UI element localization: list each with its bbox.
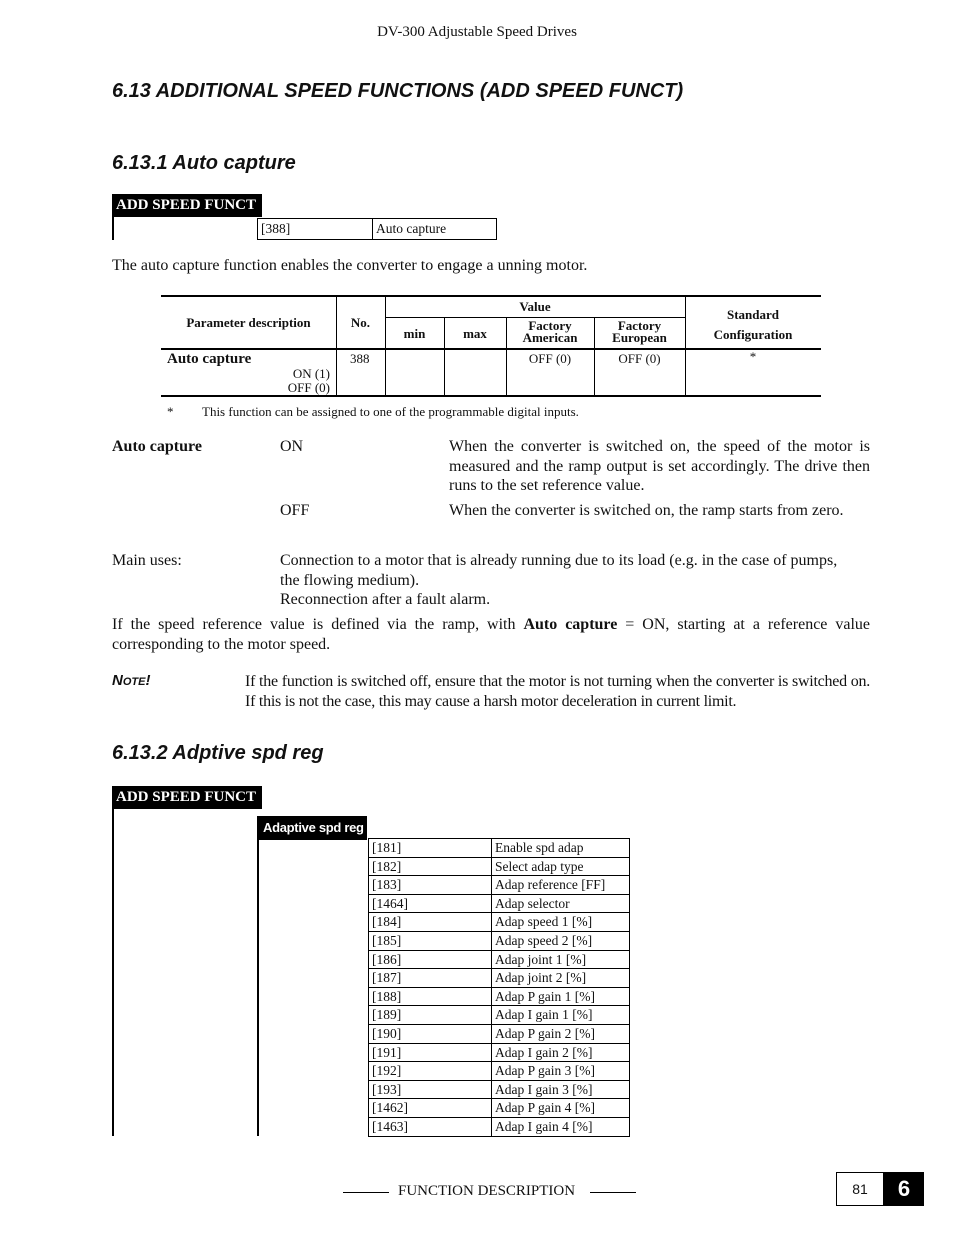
param-row xyxy=(369,1062,629,1081)
param-row-name: Adap I gain 3 [%] xyxy=(495,1081,593,1097)
intro-paragraph: The auto capture function enables the converter to engage a unning motor. xyxy=(112,257,588,274)
param-row-name: Select adap type xyxy=(495,858,584,874)
param-row-number: [1464] xyxy=(369,895,492,913)
adaptive-param-list xyxy=(368,838,630,1137)
page-number: 81 xyxy=(852,1181,868,1197)
param-row-number: [187] xyxy=(369,969,492,987)
param-row xyxy=(369,1044,629,1063)
on-text: When the converter is switched on, the speed of the motor is measured and the ramp output is set accordingly. The drive then runs to the set reference value. xyxy=(449,438,870,494)
param-row-number: [190] xyxy=(369,1025,492,1043)
menu-header: ADD SPEED FUNCT xyxy=(112,194,262,217)
off-label: OFF xyxy=(280,502,310,519)
row-param-name: Auto capture xyxy=(167,351,252,367)
menu-header-2: ADD SPEED FUNCT xyxy=(112,786,262,809)
page-number-box xyxy=(836,1172,884,1206)
off-text: When the converter is switched on, the ramp starts from zero. xyxy=(449,502,844,519)
row-option-on: ON (1) xyxy=(292,366,330,381)
param-row-number: [1462] xyxy=(369,1099,492,1117)
menu-tree-line xyxy=(112,217,114,240)
param-row xyxy=(369,1006,629,1025)
param-row-name: Adap P gain 3 [%] xyxy=(495,1063,595,1079)
main-uses-label: Main uses: xyxy=(112,552,182,569)
param-row-name: Adap I gain 1 [%] xyxy=(495,1007,593,1023)
param-row-number: [186] xyxy=(369,951,492,969)
param-box xyxy=(257,218,497,240)
param-row xyxy=(369,895,629,914)
param-row-name: Adap I gain 4 [%] xyxy=(495,1118,593,1134)
section-title: 6.13 ADDITIONAL SPEED FUNCTIONS (ADD SPEED FUNCT) xyxy=(112,80,684,102)
submenu-header: Adaptive spd reg xyxy=(257,816,367,840)
subsection-title-adaptive: 6.13.2 Adptive spd reg xyxy=(112,742,324,764)
param-row-number: [1463] xyxy=(369,1118,492,1136)
param-row xyxy=(369,932,629,951)
col-header-max: max xyxy=(463,326,487,341)
main-uses-2: Reconnection after a fault alarm. xyxy=(280,591,491,608)
param-row-name: Adap selector xyxy=(495,895,570,911)
col-header-factory-american: Factory American xyxy=(522,318,578,345)
param-row xyxy=(369,988,629,1007)
row-number: 388 xyxy=(350,351,370,366)
col-header-no: No. xyxy=(350,315,371,330)
param-row-number: [192] xyxy=(369,1062,492,1080)
param-row-name: Adap speed 2 [%] xyxy=(495,932,593,948)
ramp-bold-term: Auto capture xyxy=(523,616,618,633)
col-header-param: Parameter description xyxy=(186,315,311,330)
param-row xyxy=(369,951,629,970)
param-row xyxy=(369,1118,629,1137)
running-header: DV-300 Adjustable Speed Drives xyxy=(377,24,577,40)
submenu-tree-line xyxy=(257,839,259,1136)
param-row-number: [193] xyxy=(369,1081,492,1099)
ramp-paragraph: If the speed reference value is defined via the ramp, with Auto capture = ON, starting at a reference value corresponding to the motor speed. xyxy=(112,616,871,653)
menu-tree-line-2 xyxy=(112,809,114,1136)
chapter-number: 6 xyxy=(897,1176,911,1201)
param-row xyxy=(369,913,629,932)
footer-rule-left xyxy=(343,1192,389,1193)
row-factory-european: OFF (0) xyxy=(618,351,661,366)
row-factory-american: OFF (0) xyxy=(528,351,572,366)
param-row-name: Adap P gain 1 [%] xyxy=(495,988,595,1004)
col-header-min: min xyxy=(403,326,426,341)
param-row-number: [188] xyxy=(369,988,492,1006)
param-row-name: Enable spd adap xyxy=(495,840,584,855)
col-header-value: Value xyxy=(519,299,551,314)
note-label: Note! xyxy=(112,672,151,689)
col-header-factory-european: Factory European xyxy=(612,318,667,345)
param-row xyxy=(369,1081,629,1100)
col-header-standard-config: Standard Configuration xyxy=(713,307,793,342)
param-row xyxy=(369,839,629,858)
param-row-number: [189] xyxy=(369,1006,492,1024)
param-number: [388] xyxy=(258,219,373,239)
param-row-name: Adap P gain 2 [%] xyxy=(495,1025,595,1041)
param-row xyxy=(369,876,629,895)
footnote-mark: * xyxy=(167,404,174,419)
param-row-number: [184] xyxy=(369,913,492,931)
row-standard-config: * xyxy=(749,349,757,364)
on-label: ON xyxy=(280,438,304,455)
main-uses-1: Connection to a motor that is already running due to its load (e.g. in the case of pumps, the flowing medium). xyxy=(280,552,838,589)
param-row-name: Adap reference [FF] xyxy=(495,877,606,893)
param-row xyxy=(369,969,629,988)
footer-label: FUNCTION DESCRIPTION xyxy=(398,1183,576,1199)
footnote-text: This function can be assigned to one of the programmable digital inputs. xyxy=(202,404,579,419)
param-row xyxy=(369,1025,629,1044)
footer-rule-right xyxy=(590,1192,636,1193)
param-row-name: Adap speed 1 [%] xyxy=(495,914,593,930)
desc-label: Auto capture xyxy=(112,438,202,455)
param-name: Auto capture xyxy=(376,221,447,236)
param-row xyxy=(369,858,629,877)
param-row-name: Adap I gain 2 [%] xyxy=(495,1044,593,1060)
note-text: If the function is switched off, ensure that the motor is not turning when the converter is switched on. If this is not the case, this may cause a harsh motor deceleration in current limit. xyxy=(245,673,870,710)
param-row-name: Adap joint 2 [%] xyxy=(495,970,587,986)
row-option-off: OFF (0) xyxy=(287,380,330,395)
param-row xyxy=(369,1099,629,1118)
chapter-tab xyxy=(884,1172,924,1206)
param-row-number: [191] xyxy=(369,1044,492,1062)
parameter-table xyxy=(161,295,821,397)
param-row-name: Adap joint 1 [%] xyxy=(495,951,587,967)
param-row-number: [185] xyxy=(369,932,492,950)
param-row-number: [182] xyxy=(369,858,492,876)
param-row-number: [183] xyxy=(369,876,492,894)
param-row-number: [181] xyxy=(369,839,492,857)
subsection-title-auto-capture: 6.13.1 Auto capture xyxy=(112,152,296,174)
param-row-name: Adap P gain 4 [%] xyxy=(495,1100,595,1116)
